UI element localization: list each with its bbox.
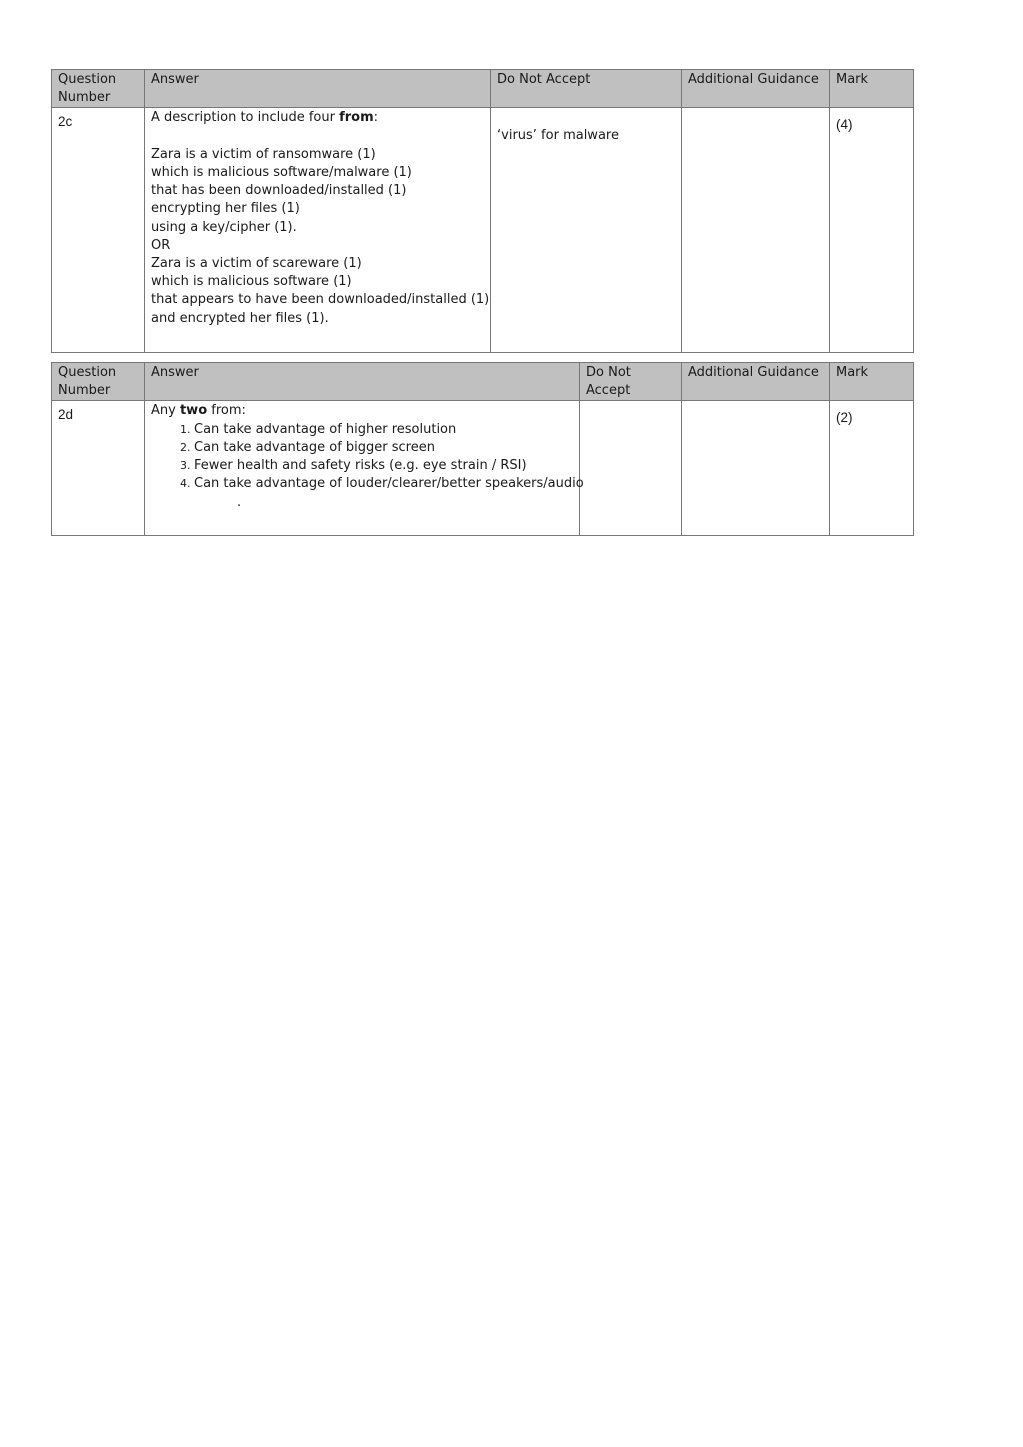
do-not-accept-cell xyxy=(491,108,682,353)
mark-cell: (2) xyxy=(830,401,914,536)
table-header-row xyxy=(52,363,914,401)
answer-line: using a key/cipher (1). xyxy=(151,219,297,235)
header-additional-guidance: Additional Guidance xyxy=(682,70,830,108)
header-mark: Mark xyxy=(830,363,914,401)
header-question-number: Question Number xyxy=(52,363,145,401)
answer-line: that appears to have been downloaded/installed (1) xyxy=(151,292,490,308)
mark-scheme-table-2c xyxy=(51,69,914,353)
answer-line: Zara is a victim of scareware (1) xyxy=(151,256,362,272)
do-not-accept-text: ‘virus’ for malware xyxy=(497,128,619,144)
table-row xyxy=(52,401,914,536)
question-number-cell: 2c xyxy=(52,108,145,353)
answer-line: that has been downloaded/installed (1) xyxy=(151,183,407,199)
table-header-row xyxy=(52,70,914,108)
header-answer: Answer xyxy=(145,70,491,108)
list-item: 1. Can take advantage of higher resolution xyxy=(194,421,573,439)
additional-guidance-cell xyxy=(682,401,830,536)
answer-intro: A description to include four from: xyxy=(151,110,379,126)
additional-guidance-cell xyxy=(682,108,830,353)
answer-line: Zara is a victim of ransomware (1) xyxy=(151,146,376,162)
answer-line: encrypting her files (1) xyxy=(151,201,300,217)
answer-cell xyxy=(145,401,584,536)
list-item: 4. Can take advantage of louder/clearer/better speakers/audio xyxy=(194,475,573,493)
header-mark: Mark xyxy=(830,70,914,108)
question-number-cell: 2d xyxy=(52,401,145,536)
header-do-not-accept: Do Not Accept xyxy=(491,70,682,108)
answer-line: which is malicious software/malware (1) xyxy=(151,165,412,180)
list-item: 2. Can take advantage of bigger screen xyxy=(194,439,573,457)
mark-scheme-table-2d xyxy=(51,362,914,536)
trailing-dot: . xyxy=(237,495,242,511)
answer-line: OR xyxy=(151,237,171,253)
answer-line: which is malicious software (1) xyxy=(151,274,352,290)
mark-cell: (4) xyxy=(830,108,914,353)
answer-intro: Any two from: xyxy=(151,403,246,419)
header-do-not-accept: Do Not Accept xyxy=(580,363,682,401)
answer-cell xyxy=(145,108,491,353)
header-question-number: Question Number xyxy=(52,70,145,108)
table-row xyxy=(52,108,914,353)
answer-line: and encrypted her files (1). xyxy=(151,310,329,326)
list-item: 3. Fewer health and safety risks (e.g. eye strain / RSI) xyxy=(194,457,573,475)
header-answer: Answer xyxy=(145,363,580,401)
answer-options-list xyxy=(151,421,584,494)
header-additional-guidance: Additional Guidance xyxy=(682,363,830,401)
do-not-accept-cell xyxy=(580,401,682,536)
